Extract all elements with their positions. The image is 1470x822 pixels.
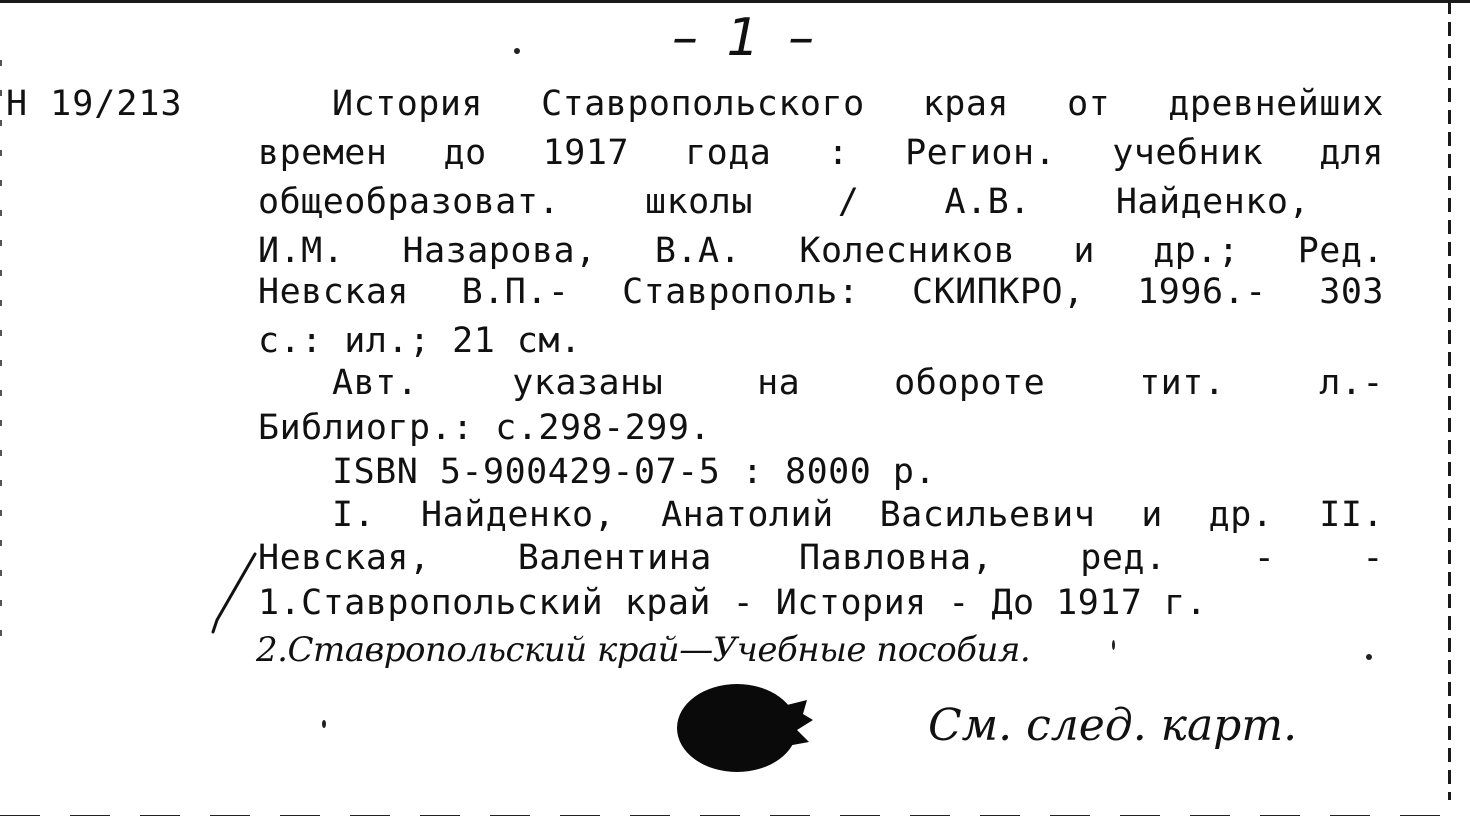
scan-speck	[322, 720, 326, 728]
call-number: Н 19/213	[6, 84, 183, 124]
scan-speck	[514, 48, 520, 54]
scan-speck	[1366, 654, 1372, 660]
card-top-border	[0, 0, 1470, 3]
body-line-4: И.М. Назарова, В.А. Колесников и др.; Ред.	[258, 231, 1384, 271]
body-line-9: ISBN 5-900429-07-5 : 8000 р.	[332, 452, 937, 492]
body-line-11: Невская, Валентина Павловна, ред. - -	[258, 538, 1384, 578]
body-line-1: История Ставропольского края от древнейших	[332, 84, 1384, 124]
body-line-2: времен до 1917 года : Регион. учебник для	[258, 133, 1384, 173]
body-line-3: общеобразоват. школы / А.В. Найденко,	[258, 182, 1310, 222]
body-line-8: Библиогр.: с.298-299.	[258, 408, 712, 448]
body-line-10: I. Найденко, Анатолий Васильевич и др. II.	[332, 495, 1384, 535]
body-line-7: Авт. указаны на обороте тит. л.-	[332, 363, 1384, 403]
scan-speck	[1112, 640, 1115, 650]
card-right-border	[1448, 0, 1451, 800]
ink-blot-icon	[675, 680, 815, 776]
handwritten-subject-heading: 2.Ставропольский край—Учебные пособия.	[256, 630, 1031, 670]
body-line-5: Невская В.П.- Ставрополь: СКИПКРО, 1996.- 303	[258, 272, 1384, 312]
body-line-6: с.: ил.; 21 см.	[258, 321, 582, 361]
body-line-12: 1.Ставропольский край - История - До 1917 г.	[258, 583, 1208, 623]
scan-artifact-line	[0, 815, 1470, 816]
card-left-edge	[0, 60, 2, 660]
checkmark-icon	[205, 550, 275, 650]
page-number: – 1 –	[672, 8, 821, 68]
handwritten-see-next-card: См. след. карт.	[928, 700, 1298, 751]
